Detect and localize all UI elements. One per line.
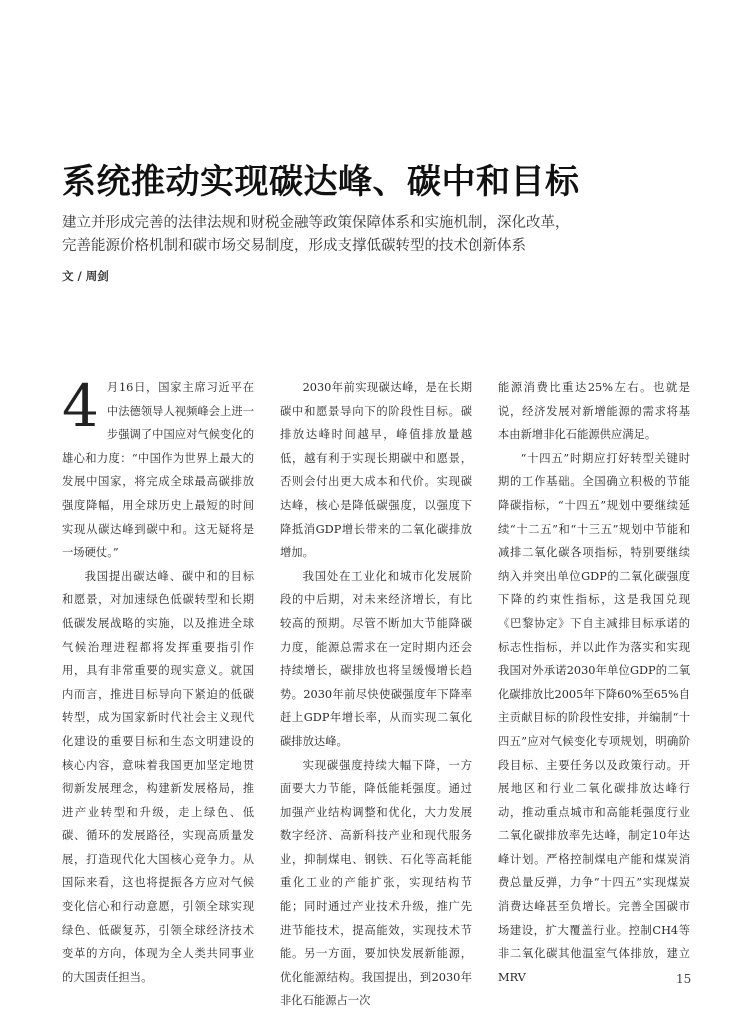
paragraph: 我国提出碳达峰、碳中和的目标和愿景，对加速绿色低碳转型和长期低碳发展战略的实施，以及推进全球气候治理进程都将发挥重要指引作用，具有非常重要的现实意义。就国内而言，推进目标导向下紧迫的低碳转型，成为国家新时代社会主义现代化建设的重要目标和生态文明建设的核心内容，意味着我国更加坚定地贯彻新发展理念，构建新发展格局，推进产业转型和升级，走上绿色、低碳、循环的发展路径，实现高质量发展，打造现代化大国核心竞争力。从国际来看，这也将提振各方应对气候变化信心和行动意愿，引领全球实现绿色、低碳复苏，引领全球经济技术变革的方向，体现为全人类共同事业的大国责任担当。	[62, 569, 254, 984]
byline: 文 / 周剑	[62, 269, 109, 283]
paragraph	[62, 372, 254, 565]
subtitle-line: 建立并形成完善的法律法规和财税金融等政策保障体系和实施机制，深化改革，	[62, 215, 570, 231]
text-column-2	[280, 376, 472, 1013]
paragraph: “十四五”时期应打好转型关键时期的工作基础。全国确立积极的节能降碳指标，“十四五”规划中要继续延续“十二五”和“十三五”规划中节能和减排二氧化碳各项指标，特别要继续纳入并突出单位GDP的二氧化碳强度下降的约束性指标，这是我国兑现《巴黎协定》下自主减排目标承诺的标志性指标，并以此作为落实和实现我国对外承诺2030年单位GDP的二氧化碳排放比2005年下降60%至65%自主贡献目标的阶段性安排，并编制“十四五”应对气候变化专项规划，明确阶段目标、主要任务以及政策行动。开展地区和行业二氧化碳排放达峰行动，推动重点城市和高能耗强度行业二氧化碳排放率先达峰，制定10年达峰计划。严格控制煤电产能和煤炭消费总量反弹，力争“十四五”实现煤炭消费达峰甚至负增长。完善全国碳市场建设，扩大覆盖行业。控制CH4等非二氧化碳其他温室气体排放，建立MRV	[498, 451, 690, 984]
text-column-3	[498, 376, 690, 989]
paragraph: 2030年前实现碳达峰，是在长期碳中和愿景导向下的阶段性目标。碳排放达峰时间越早，峰值排放量越低，越有利于实现长期碳中和愿景，否则会付出更大成本和代价。实现碳达峰，核心是降低碳强度，以强度下降抵消GDP增长带来的二氧化碳排放增加。	[280, 381, 472, 560]
page-number: 15	[676, 972, 692, 986]
paragraph-text: 月16日，国家主席习近平在中法德领导人视频峰会上进一步强调了中国应对气候变化的雄心和力度：“中国作为世界上最大的发展中国家，将完成全球最高碳排放强度降幅，用全球历史上最短的时间实现从碳达峰到碳中和。这无疑将是一场硬仗。”	[62, 381, 254, 560]
subtitle-line: 完善能源价格机制和碳市场交易制度，形成支撑低碳转型的技术创新体系	[62, 238, 526, 254]
text-column-1	[62, 372, 254, 989]
article-subtitle	[62, 212, 702, 258]
article-title: 系统推动实现碳达峰、碳中和目标	[62, 162, 580, 202]
paragraph: 实现碳强度持续大幅下降，一方面要大力节能，降低能耗强度。通过加强产业结构调整和优化，大力发展数字经济、高新科技产业和现代服务业，抑制煤电、钢铁、石化等高耗能重化工业的产能扩张，实现结构节能；同时通过产业技术升级，推广先进节能技术，提高能效，实现技术节能。另一方面，要加快发展新能源，优化能源结构。我国提出，到2030年非化石能源占一次	[280, 758, 472, 1008]
paragraph: 我国处在工业化和城市化发展阶段的中后期，对未来经济增长，有比较高的预期。尽管不断加大节能降碳力度，能源总需求在一定时期内还会持续增长，碳排放也将呈缓慢增长趋势。2030年前尽快使碳强度年下降率赶上GDP年增长率，从而实现二氧化碳排放达峰。	[280, 569, 472, 748]
dropcap: 4	[62, 372, 99, 440]
paragraph: 能源消费比重达25%左右。也就是说，经济发展对新增能源的需求将基本由新增非化石能源供应满足。	[498, 381, 690, 442]
